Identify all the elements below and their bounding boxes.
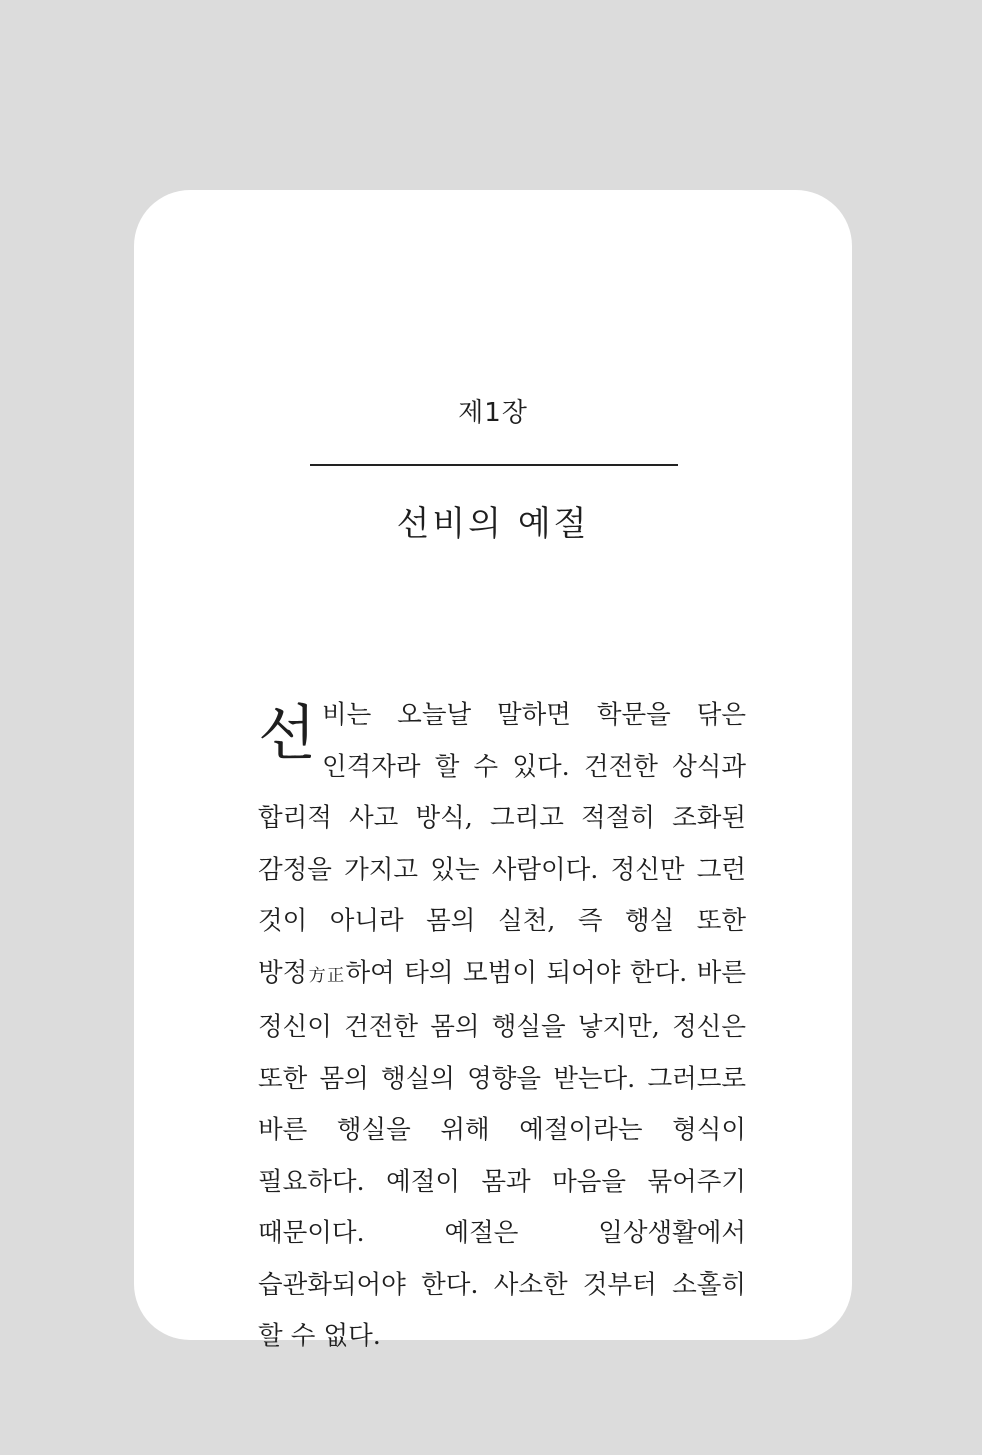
chapter-title: 선비의 예절 <box>396 504 590 544</box>
body-text-part-2: 하여 타의 모범이 되어야 한다. 바른 정신이 건전한 몸의 행실을 낳지만, 정신은 또한 몸의 행실의 영향을 받는다. 그러므로 바른 행실을 위해 예절이라는 형식이 필요하다. 예절이 몸과 마음을 묶어주기 때문이다. 예절은 일상생활에서 습관화되어야 한다. 사소한 것부터 소홀히 할 수 없다. <box>258 957 747 1351</box>
hanja-annotation: 方正 <box>307 965 346 986</box>
drop-cap: 선 <box>258 699 316 769</box>
title-divider <box>310 464 678 466</box>
body-text-part-1: 비는 오늘날 말하면 학문을 닦은 인격자라 할 수 있다. 건전한 상식과 합리적 사고 방식, 그리고 적절히 조화된 감정을 가지고 있는 사람이다. 정신만 그런 것이 아니라 몸의 실천, 즉 행실 또한 방정 <box>258 700 746 988</box>
page-card <box>134 190 852 1351</box>
chapter-label: 제1장 <box>458 398 528 428</box>
body-paragraph <box>258 690 746 1363</box>
